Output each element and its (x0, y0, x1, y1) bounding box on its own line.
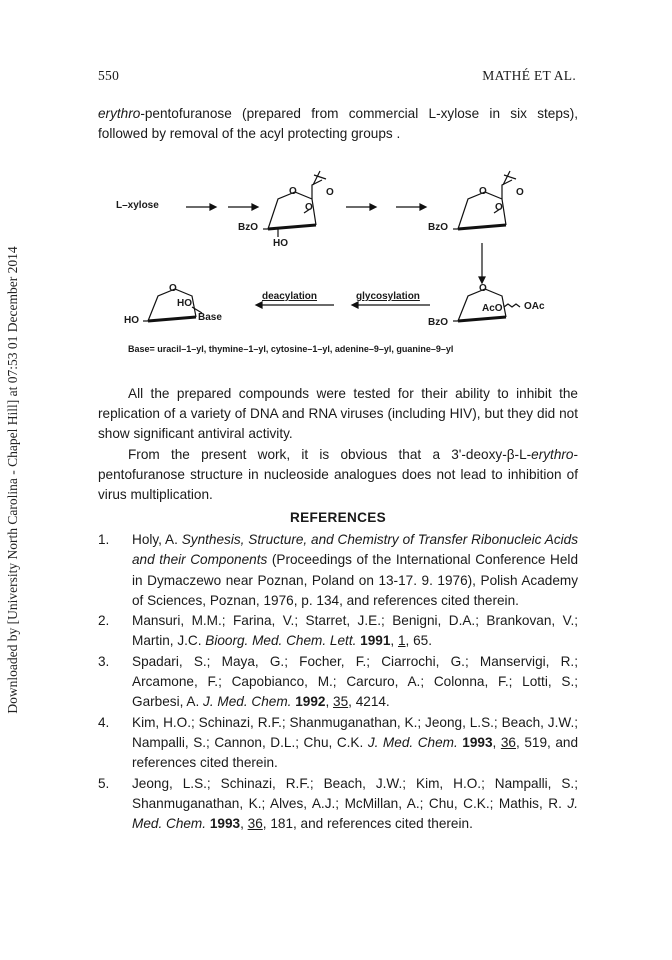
reference-number: 1. (98, 532, 110, 547)
reference-year: 1993 (206, 816, 241, 832)
reference-authors: Mansuri, M.M.; Farina, V.; Starret, J.E.; Benigni, D.A.; Brankovan, V.; Martin, J.C. (132, 613, 578, 649)
reference-authors: Kim, H.O.; Schinazi, R.F.; Shanmuganathan, K.; Jeong, L.S.; Beach, J.W.; Nampalli, S.; Cannon, D.L.; Chu, C.K. (132, 714, 578, 750)
label-ring-o-br: O (479, 283, 487, 294)
label-o-tl-2: O (326, 187, 334, 198)
arrow-4-head (420, 204, 426, 210)
conclusion-italic: erythro (531, 447, 574, 462)
reference-number: 5. (98, 775, 110, 791)
reference-journal: Bioorg. Med. Chem. Lett. (205, 633, 357, 649)
reference-sep: , (240, 816, 248, 832)
page-number: 550 (98, 68, 120, 83)
conclusion-a: From the present work, it is obvious that a 3'-deoxy-β-L- (128, 447, 532, 462)
reference-journal: J. Med. Chem. (132, 795, 578, 832)
conclusion-b: -pentofuranose structure in nucleoside analogues does not lead to inhibition of virus multiplication. (98, 447, 578, 502)
label-bzo-bottom-right: BzO (428, 317, 448, 328)
furanose-top-right (453, 171, 516, 229)
reference-sep: , (492, 734, 501, 750)
reference-authors: Spadari, S.; Maya, G.; Focher, F.; Ciarrochi, G.; Manservigi, R.; Arcamone, F.; Capobianco, M.; Carcuro, A.; Colonna, F.; Lotti, S.; Garbesi, A. (132, 653, 578, 710)
label-o-tl-3: O (305, 202, 313, 213)
label-o-tr-2: O (516, 187, 524, 198)
reference-item (98, 713, 578, 774)
label-bzo-top-right: BzO (428, 222, 448, 233)
intro-italic: erythro (98, 106, 141, 121)
reference-pages: , 65. (405, 633, 432, 649)
reference-volume: 35 (333, 694, 349, 710)
reference-journal: J. Med. Chem. (367, 734, 458, 750)
label-ring-o-tl: O (289, 186, 297, 197)
arrow-3-head (370, 204, 376, 210)
reference-item (98, 774, 578, 835)
reference-pages: , 4214. (348, 694, 390, 710)
label-base: Base (198, 312, 222, 323)
reference-year: 1991 (356, 633, 391, 649)
reference-authors: Jeong, L.S.; Schinazi, R.F.; Beach, J.W.; Kim, H.O.; Nampalli, S.; Shanmuganathan, K.; Alves, A.J.; McMillan, A.; Chu, C.K.; Mathis, R. (132, 775, 578, 811)
paragraph-conclusion (98, 445, 578, 505)
reference-sep: , (325, 694, 334, 710)
label-deacylation: deacylation (262, 291, 318, 302)
label-ring-o-tr: O (479, 186, 487, 197)
download-watermark (0, 80, 26, 880)
reference-item (98, 652, 578, 713)
paragraph-results-text: All the prepared compounds were tested for their ability to inhibit the replication of a variety of DNA and RNA viruses (including HIV), but they did not show significant antiviral activity. (98, 386, 578, 441)
label-oac: OAc (524, 301, 545, 312)
label-ho-top-left: HO (273, 238, 288, 249)
base-legend: Base= uracil–1–yl, thymine–1–yl, cytosine–1–yl, adenine–9–yl, guanine–9–yl (128, 344, 454, 354)
reference-journal: J. Med. Chem. (203, 694, 292, 710)
label-ring-o-bl: O (169, 283, 177, 294)
scheme-drawing (98, 165, 578, 370)
reference-volume: 36 (247, 816, 263, 832)
reference-item (98, 611, 578, 652)
label-o-tr-3: O (495, 202, 503, 213)
references-list (98, 530, 578, 834)
intro-paragraph (98, 104, 578, 144)
arrow-1-head (210, 204, 216, 210)
label-glycosylation: glycosylation (356, 291, 420, 302)
label-ho-bottom-left: HO (124, 315, 139, 326)
reference-number: 4. (98, 714, 110, 730)
reference-authors: Holy, A. (132, 532, 182, 547)
arrow-deacylation-head (256, 302, 262, 308)
label-bzo-top-left: BzO (238, 222, 258, 233)
running-title: MATHÉ ET AL. (482, 68, 576, 83)
furanose-top-left (263, 171, 326, 237)
label-l-xylose: L–xylose (116, 200, 159, 211)
reference-details: (Proceedings of the International Conference Held in Dymaczewo near Poznan, Poland on 13-17. 9. 1976), Polish Academy of Sciences, Poznan, 1976, p. 134, and references cited therein. (132, 552, 578, 608)
reference-volume: 1 (397, 633, 406, 649)
label-ho-ring: HO (177, 298, 192, 309)
reference-pages: , 519, and references cited therein. (132, 734, 579, 771)
paragraph-results (98, 384, 578, 444)
reaction-scheme (98, 165, 578, 370)
reference-year: 1993 (457, 734, 493, 750)
arrow-glycosylation-head (352, 302, 358, 308)
reference-item (98, 530, 578, 611)
reference-volume: 36 (500, 734, 516, 750)
download-watermark-text: Downloaded by [University North Carolina - Chapel Hill] at 07:53 01 December 2014 (5, 246, 20, 714)
intro-text: -pentofuranose (prepared from commercial L-xylose in six steps), followed by removal of the acyl protecting groups . (98, 106, 578, 141)
reference-title: Synthesis, Structure, and Chemistry of Transfer Ribonucleic Acids and their Components (132, 532, 579, 568)
reference-year: 1992 (291, 694, 326, 710)
label-aco: AcO (482, 303, 503, 314)
reference-number: 2. (98, 613, 110, 629)
reference-pages: , 181, and references cited therein. (262, 816, 473, 832)
reference-sep: , (390, 633, 398, 649)
reference-number: 3. (98, 653, 110, 669)
arrow-2-head (252, 204, 258, 210)
references-heading: REFERENCES (290, 510, 386, 525)
